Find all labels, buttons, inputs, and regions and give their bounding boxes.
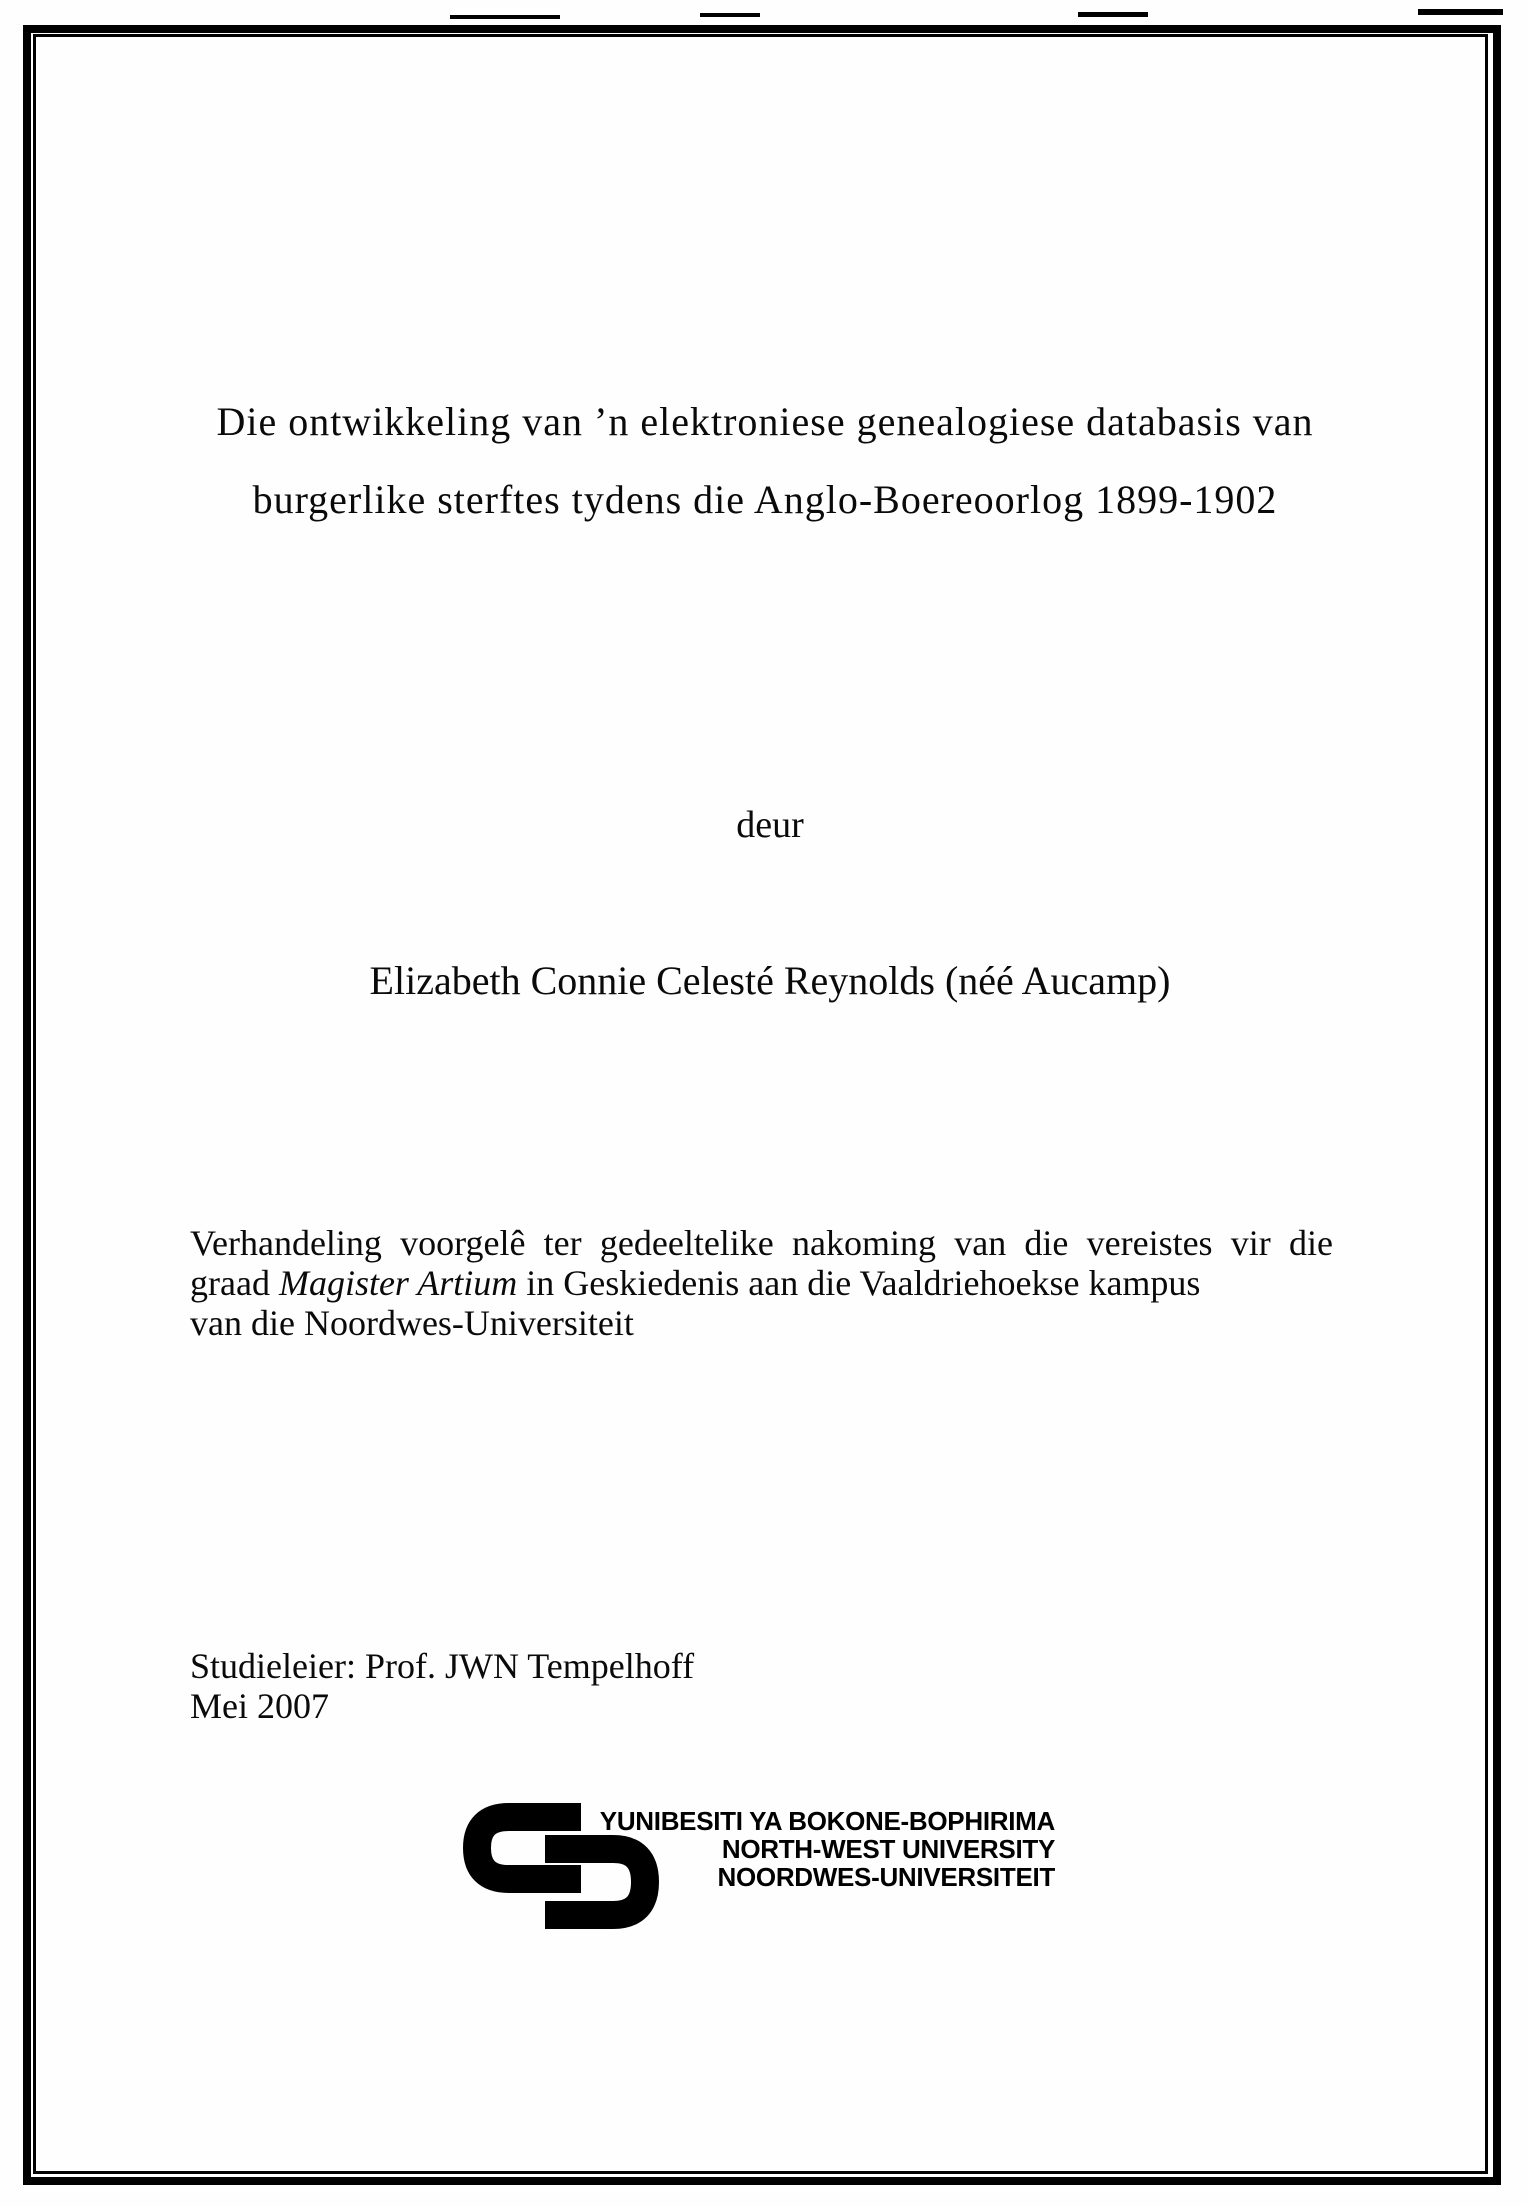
submission-line2	[190, 1263, 1333, 1303]
byline-deur: deur	[736, 804, 804, 846]
university-name-english: NORTH-WEST UNIVERSITY	[721, 1834, 1055, 1864]
scan-artifact	[700, 13, 760, 17]
supervisor-line: Studieleier: Prof. JWN Tempelhoff	[190, 1646, 695, 1686]
thesis-title	[190, 383, 1340, 539]
thesis-title-line1: Die ontwikkeling van ’n elektroniese genealogiese databasis van	[216, 399, 1314, 444]
thesis-title-line2: burgerlike sterftes tydens die Anglo-Boereoorlog 1899-1902	[252, 477, 1278, 522]
scan-artifact	[450, 15, 560, 19]
date-line: Mei 2007	[190, 1686, 329, 1726]
submission-line1: Verhandeling voorgelê ter gedeeltelike nakoming van die vereistes vir die	[190, 1223, 1333, 1263]
submission-line2-prefix: graad	[190, 1263, 279, 1303]
supervisor-block	[190, 1646, 1333, 1726]
university-name-setswana: YUNIBESITI YA BOKONE-BOPHIRIMA	[599, 1806, 1055, 1836]
university-wordmark	[550, 1807, 1055, 1891]
scan-artifact	[1418, 9, 1503, 15]
submission-line3: van die Noordwes-Universiteit	[190, 1303, 634, 1343]
submission-degree-name: Magister Artium	[278, 1263, 518, 1303]
scan-artifact	[1078, 12, 1148, 17]
submission-statement	[190, 1223, 1333, 1343]
university-name-afrikaans: NOORDWES-UNIVERSITEIT	[717, 1862, 1055, 1892]
author-name: Elizabeth Connie Celesté Reynolds (néé Aucamp)	[369, 958, 1171, 1003]
submission-line2-suffix: in Geskiedenis aan die Vaaldriehoekse kampus	[517, 1263, 1201, 1303]
